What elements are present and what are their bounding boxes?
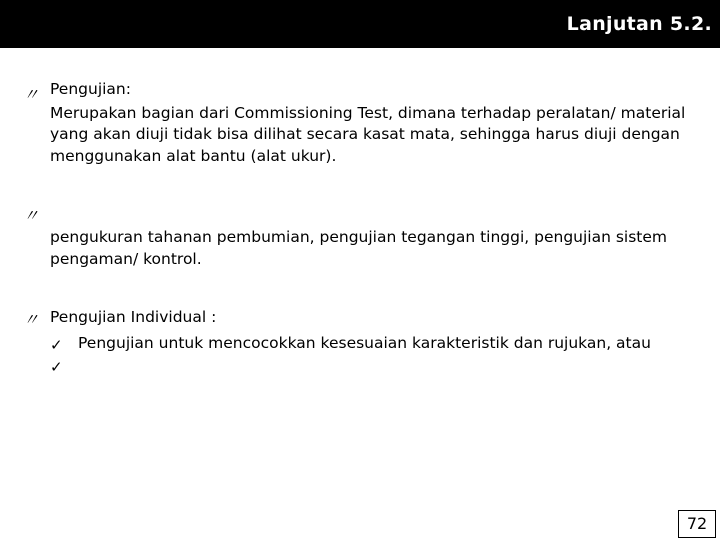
bullet-second-line-2: pengaman/ kontrol.: [50, 250, 202, 268]
sub-item-1: Pengujian untuk mencocokkan kesesuaian karakteristik dan rujukan, atau: [78, 334, 651, 352]
bullet-second-line-1: pengukuran tahanan pembumian, pengujian tegangan tinggi, pengujian sistem: [50, 228, 668, 246]
checkmark-icon: ✓: [50, 336, 63, 354]
header-bar: [0, 0, 720, 48]
bullet-pengujian-label: Pengujian:: [50, 80, 131, 98]
page-number: 72: [678, 510, 716, 538]
checkmark-icon: ✓: [50, 358, 63, 376]
slide-title: Lanjutan 5.2.: [566, 13, 712, 35]
bullet-pengujian-line-2: yang akan diuji tidak bisa dilihat secara kasat mata, sehingga harus diuji dengan: [50, 125, 680, 143]
bullet-individual-label: Pengujian Individual :: [50, 308, 217, 326]
bullet-pengujian-line-1: Merupakan bagian dari Commissioning Test, dimana terhadap peralatan/ material: [50, 104, 686, 122]
bullet-pengujian-line-3: menggunakan alat bantu (alat ukur).: [50, 147, 337, 165]
bullet-icon: 〃: [23, 206, 40, 225]
bullet-icon: 〃: [23, 310, 40, 329]
bullet-icon: 〃: [23, 85, 40, 104]
